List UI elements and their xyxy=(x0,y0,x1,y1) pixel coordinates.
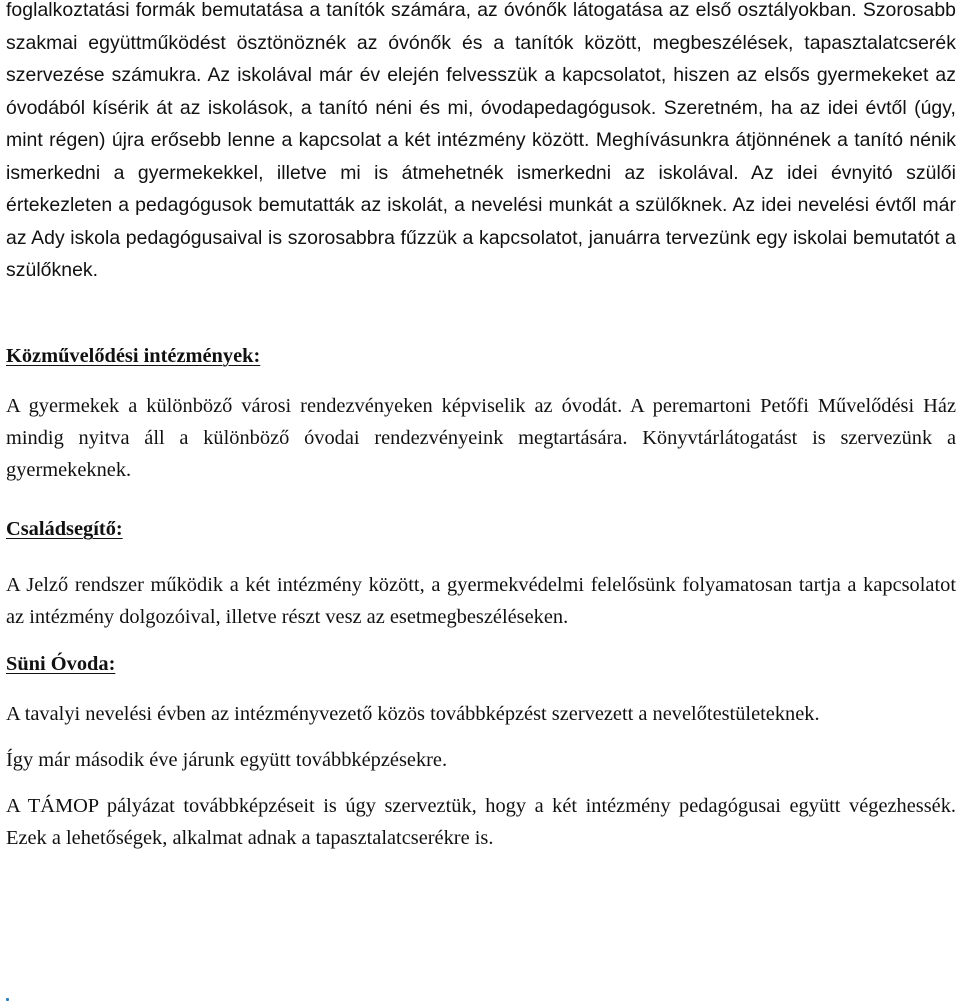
section-paragraph-suni-1: A tavalyi nevelési évben az intézményvezető közös továbbképzést szervezett a nevelőtestületeknek. xyxy=(6,702,820,725)
section-paragraph-csaladsegito: A Jelző rendszer működik a két intézmény között, a gyermekvédelmi felelősünk folyamatosan tartja a kapcsolatot az intézmény dolgozóival, illetve részt vesz az esetmegbeszéléseken. xyxy=(6,574,956,629)
section-paragraph-kozmuvelodes: A gyermekek a különböző városi rendezvényeken képviselik az óvodát. A peremartoni Petőfi Művelődési Ház mindig nyitva áll a különböző óvodai rendezvényeink megtartására. Könyvtárlátogatást is szervezünk a gyermekeknek. xyxy=(6,394,956,481)
intro-paragraph: foglalkoztatási formák bemutatása a tanítók számára, az óvónők látogatása az első osztályokban. Szorosabb szakmai együttműködést ösztönöznék az óvónők és a tanítók között, megbeszélések, tapasztalatcserék szervezése számukra. Az iskolával már év elején felvesszük a kapcsolatot, hiszen az elsős gyermekeket az óvodából kísérik át az iskolások, a tanító néni és mi, óvodapedagógusok. Szeretném, ha az idei évtől (úgy, mint régen) újra erősebb lenne a kapcsolat a két intézmény között. Meghívásunkra átjönnének a tanító nénik ismerkedni a gyermekekkel, illetve mi is átmehetnék ismerkedni az iskolával. Az idei évnyitó szülői értekezleten a pedagógusok bemutatták az iskolát, a nevelési munkát a szülőknek. Az idei nevelési évtől már az Ady iskola pedagógusaival is szorosabbra fűzzük a kapcsolatot, januárra tervezünk egy iskolai bemutatót a szülőknek. xyxy=(6,0,956,281)
page-corner-mark xyxy=(6,998,9,1001)
section-heading-csaladsegito: Családsegítő: xyxy=(6,518,123,541)
document-page xyxy=(6,0,956,854)
section-paragraph-suni-2: Így már második éve járunk együtt továbbképzésekre. xyxy=(6,748,448,771)
section-paragraph-suni-3: A TÁMOP pályázat továbbképzéseit is úgy szerveztük, hogy a két intézmény pedagógusai együtt végezhessék. Ezek a lehetőségek, alkalmat adnak a tapasztalatcserékre is. xyxy=(6,794,956,850)
section-heading-kozmuvelodes: Közművelődési intézmények: xyxy=(6,344,261,367)
section-heading-suni-ovoda: Süni Óvoda: xyxy=(6,652,116,675)
